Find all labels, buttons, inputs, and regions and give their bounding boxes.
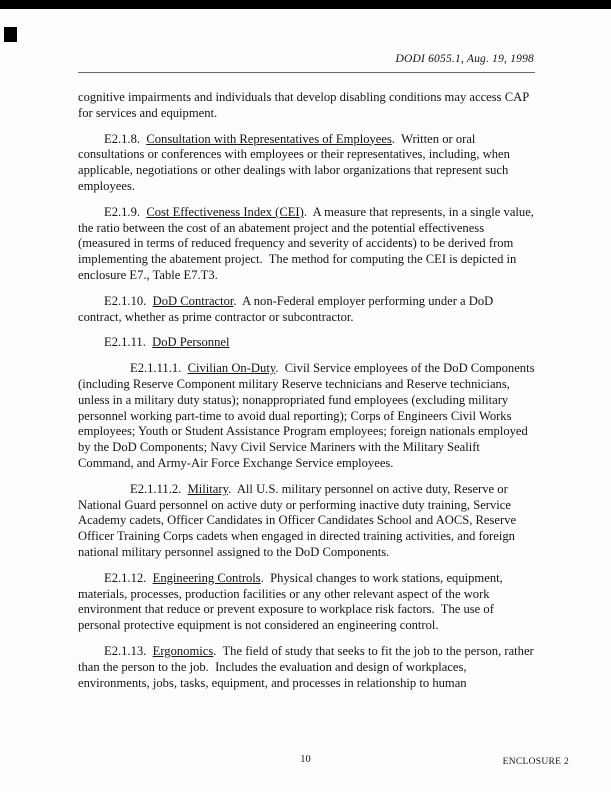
- section-heading: Ergonomics: [152, 643, 214, 658]
- scan-artifact-top-bar: [0, 0, 611, 9]
- paragraph: E2.1.11.1. Civilian On-Duty. Civil Service employees of the DoD Components (including Reserve Component military Reserve technicians and Reserve technicians, unless in a military duty status); nonappropriated fund employees (excluding military personnel working part-time to avoid dual reporting); Corps of Engineers Civil Works employees; Youth or Student Assistance Program employees; foreign nationals employed by the DoD Components; Navy Civil Service Mariners with the Military Sealift Command, and Army-Air Force Exchange Service employees.: [78, 361, 535, 470]
- section-number: E2.1.12.: [104, 570, 153, 585]
- footer-page-number: 10: [300, 754, 311, 765]
- section-number: E2.1.13.: [104, 643, 153, 658]
- paragraph: E2.1.8. Consultation with Representatives of Employees. Written or oral consultations or conferences with employees or their representatives, including, when applicable, negotiations or other dealings with labor organizations that represent such employees.: [78, 131, 510, 193]
- section-heading: Military: [187, 481, 229, 496]
- scan-artifact-mark: [4, 27, 17, 42]
- section-number: E2.1.9.: [104, 204, 147, 219]
- paragraph: E2.1.10. DoD Contractor. A non-Federal employer performing under a DoD contract, whether as prime contractor or subcontractor.: [78, 293, 494, 324]
- paragraph: E2.1.11.2. Military. All U.S. military personnel on active duty, Reserve or National Guard personnel on active duty or performing inactive duty training, Service Academy cadets, Officer Candidates in Officer Candidates School and AOCS, Reserve Officer Training Corps cadets when engaged in directed training activities, and foreign national military personnel assigned to the DoD Components.: [78, 481, 517, 559]
- paragraph: [78, 335, 535, 351]
- section-number: E2.1.11.1.: [130, 361, 188, 376]
- section-number: E2.1.10.: [104, 293, 153, 308]
- document-header: DODI 6055.1, Aug. 19, 1998: [395, 53, 534, 65]
- section-number: E2.1.11.: [104, 335, 153, 350]
- section-heading: Civilian On-Duty: [187, 361, 276, 376]
- section-heading: DoD Personnel: [152, 335, 230, 350]
- section-number: E2.1.8.: [104, 131, 147, 146]
- section-heading: Consultation with Representatives of Employees: [146, 131, 392, 146]
- paragraph: E2.1.9. Cost Effectiveness Index (CEI). A measure that represents, in a single value, the ratio between the cost of an abatement project and the potential effectiveness (measured in terms of reduced frequency and severity of accidents) to be derived from implementing the abatement project. The method for computing the CEI is depicted in enclosure E7., Table E7.T3.: [78, 204, 534, 282]
- section-heading: Cost Effectiveness Index (CEI): [146, 204, 304, 219]
- section-heading: DoD Contractor: [152, 293, 234, 308]
- section-number: E2.1.11.2.: [130, 481, 188, 496]
- paragraph: E2.1.13. Ergonomics. The field of study that seeks to fit the job to the person, rather than the person to the job. Includes the evaluation and design of workplaces, environments, jobs, tasks, equipment, and processes in relationship to human: [78, 643, 534, 690]
- paragraph: E2.1.12. Engineering Controls. Physical changes to work stations, equipment, materials, processes, production facilities or any other relevant aspect of the work environment that reduce or prevent exposure to workplace risk factors. The use of personal protective equipment is not considered an engineering control.: [78, 570, 503, 633]
- header-rule: [78, 72, 535, 73]
- paragraph: cognitive impairments and individuals that develop disabling conditions may access CAP for services and equipment.: [78, 90, 529, 120]
- footer-enclosure-label: ENCLOSURE 2: [502, 757, 569, 767]
- document-body: [78, 90, 535, 691]
- section-heading: Engineering Controls: [152, 570, 261, 585]
